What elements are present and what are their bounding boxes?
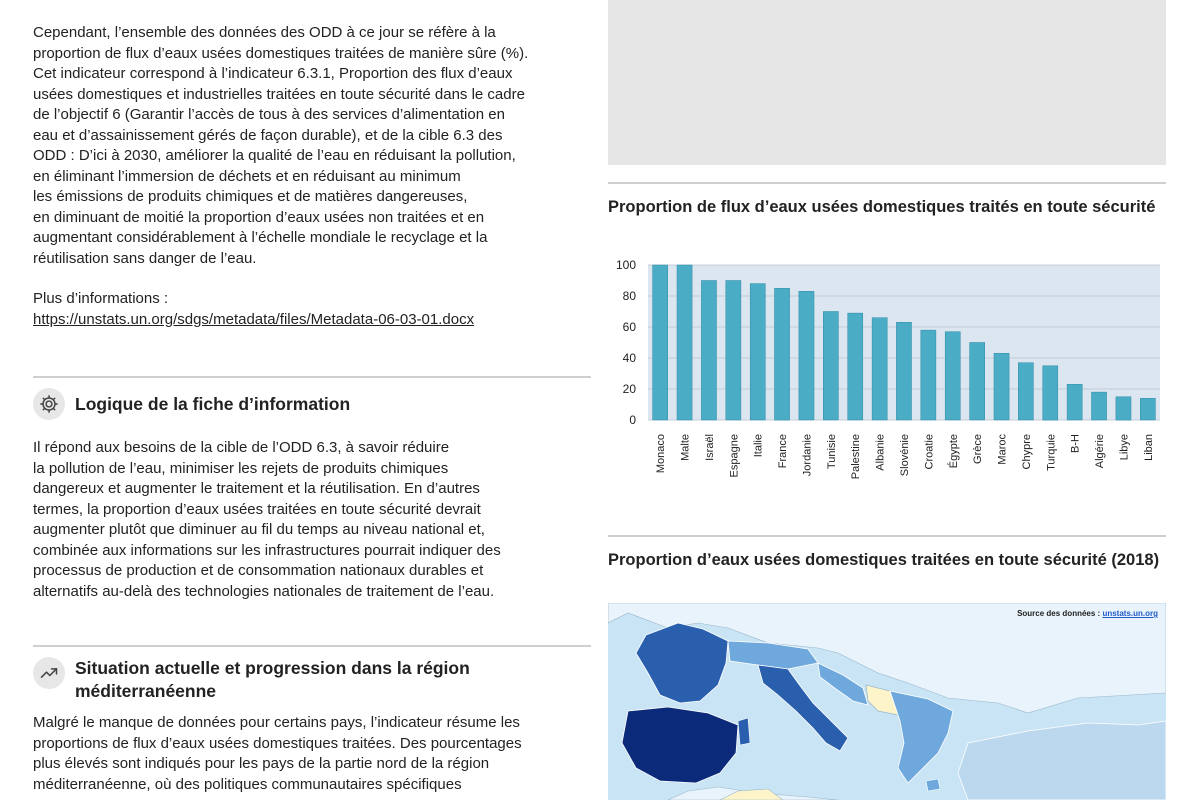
situation-title xyxy=(75,657,470,703)
situation-line: plus élevés sont indiqués pour les pays de la partie nord de la région xyxy=(33,755,490,772)
x-tick-label: Liban xyxy=(1142,434,1155,461)
map-turkey xyxy=(958,721,1166,800)
map-france xyxy=(636,623,728,703)
intro-line: les émissions de produits chimiques et de matières dangereuses, xyxy=(33,188,468,205)
more-info-label: Plus d’informations : xyxy=(33,290,169,307)
situation-paragraph xyxy=(33,713,593,795)
image-placeholder xyxy=(608,0,1166,165)
bar-Liban xyxy=(1140,398,1155,420)
logic-line: combinée aux informations sur les infrastructures pourrait indiquer des xyxy=(33,541,501,559)
situation-title-line: méditerranéenne xyxy=(75,681,217,701)
intro-line: en éliminant l’immersion de déchets et en réduisant au minimum xyxy=(33,167,461,185)
x-tick-label: Libye xyxy=(1118,434,1131,461)
map-title: Proportion d’eaux usées domestiques traitées en toute sécurité (2018) xyxy=(608,551,1160,569)
logic-line: Il répond aux besoins de la cible de l’ODD 6.3, à savoir réduire xyxy=(33,439,450,456)
x-tick-label: Italie xyxy=(752,434,765,458)
bar-Tunisie xyxy=(823,312,838,421)
situation-header xyxy=(33,657,470,703)
x-tick-label: Espagne xyxy=(728,434,741,478)
bar-Jordanie xyxy=(799,291,814,420)
logic-line: termes, la proportion d’eaux usées traitées en toute sécurité devrait xyxy=(33,500,481,518)
map xyxy=(608,603,1166,800)
situation-title-line: Situation actuelle et progression dans la région xyxy=(75,658,470,678)
map-graphic xyxy=(608,603,1166,800)
intro-line: Cependant, l’ensemble des données des ODD à ce jour se réfère à la xyxy=(33,24,496,41)
section-divider xyxy=(33,376,591,378)
x-tick-label: Israël xyxy=(704,434,716,461)
bar-B-H xyxy=(1067,384,1082,420)
map-source xyxy=(1017,609,1158,618)
x-tick-label: Turquie xyxy=(1045,434,1058,471)
x-tick-label: Algérie xyxy=(1094,434,1106,469)
gear-icon xyxy=(33,388,65,420)
intro-paragraph xyxy=(33,23,593,330)
map-source-link[interactable]: unstats.un.org xyxy=(1102,609,1158,618)
logic-header xyxy=(33,388,350,420)
metadata-link[interactable]: https://unstats.un.org/sdgs/metadata/files/Metadata-06-03-01.docx xyxy=(33,310,475,328)
bar-Libye xyxy=(1116,397,1131,420)
map-island xyxy=(738,718,750,745)
x-tick-label: France xyxy=(777,434,790,469)
intro-line: Cet indicateur correspond à l’indicateur 6.3.1, Proportion des flux d’eaux xyxy=(33,65,513,82)
intro-line: eau et d’assainissement gérés de façon durable), et de la cible 6.3 des xyxy=(33,126,503,144)
section-divider xyxy=(608,182,1166,184)
map-island xyxy=(926,779,940,791)
intro-line: ODD : D’ici à 2030, améliorer la qualité de l’eau en réduisant la pollution, xyxy=(33,147,516,164)
bar-Palestine xyxy=(848,313,863,420)
bar-Grèce xyxy=(970,343,985,421)
bar-Maroc xyxy=(994,353,1009,420)
x-tick-label: Grèce xyxy=(972,434,985,464)
section-divider xyxy=(608,535,1166,537)
bar-Turquie xyxy=(1043,366,1058,420)
bar-Égypte xyxy=(945,332,960,420)
x-tick-label: Croatie xyxy=(923,434,936,470)
x-tick-label: Monaco xyxy=(655,434,668,474)
x-tick-label: Albanie xyxy=(874,434,887,471)
bar-Italie xyxy=(750,284,765,420)
y-tick-label: 60 xyxy=(622,320,636,334)
bar-Espagne xyxy=(726,281,741,421)
intro-line: proportion de flux d’eaux usées domestiques traitées de manière sûre (%). xyxy=(33,44,529,62)
y-tick-label: 100 xyxy=(615,258,636,272)
map-balkans xyxy=(890,691,953,783)
bar-Slovénie xyxy=(896,322,911,420)
bar-Israël xyxy=(701,281,716,421)
x-tick-label: Jordanie xyxy=(801,434,814,477)
x-tick-label: Malte xyxy=(679,434,692,461)
intro-line: réutilisation sans danger de l’eau. xyxy=(33,249,257,267)
bar-Chypre xyxy=(1018,363,1033,420)
section-divider xyxy=(33,645,591,647)
logic-line: dangereux et augmenter le traitement et la réutilisation. En d’autres xyxy=(33,480,480,497)
situation-line: proportions de flux d’eaux usées domestiques traitées. Des pourcentages xyxy=(33,734,522,752)
map-croatia xyxy=(818,663,868,705)
y-tick-label: 40 xyxy=(622,351,636,365)
logic-line: processus de production et de consommation nationaux durables et xyxy=(33,562,484,579)
situation-line: méditerranéenne, où des politiques communautaires spécifiques xyxy=(33,775,462,793)
x-tick-label: Tunisie xyxy=(825,434,838,470)
y-tick-label: 20 xyxy=(622,382,636,396)
bar-France xyxy=(775,288,790,420)
logic-title: Logique de la fiche d’information xyxy=(75,394,351,414)
map-spain xyxy=(622,707,738,783)
intro-line: en diminuant de moitié la proportion d’eaux usées non traitées et en xyxy=(33,208,485,226)
logic-paragraph xyxy=(33,438,593,602)
intro-line: usées domestiques et industrielles traitées en toute sécurité dans le cadre xyxy=(33,85,525,103)
situation-line: Malgré le manque de données pour certains pays, l’indicateur résume les xyxy=(33,714,520,731)
trend-up-icon xyxy=(33,657,65,689)
bar-Algérie xyxy=(1092,392,1107,420)
x-tick-label: Égypte xyxy=(947,434,960,469)
logic-line: la pollution de l’eau, minimiser les rejets de produits chimiques xyxy=(33,459,449,477)
logic-line: augmenter plutôt que diminuer au fil du temps au niveau national et, xyxy=(33,521,485,538)
intro-line: augmentant considérablement à l’échelle mondiale le recyclage et la xyxy=(33,229,488,246)
x-tick-label: B-H xyxy=(1069,434,1082,453)
intro-line: de l’objectif 6 (Garantir l’accès de tous à des services d’alimentation en xyxy=(33,106,505,123)
x-tick-label: Maroc xyxy=(996,434,1009,465)
logic-line: alternatifs au-delà des technologies nationales de traitement de l’eau. xyxy=(33,582,495,600)
y-tick-label: 0 xyxy=(629,413,636,427)
map-source-label: Source des données : xyxy=(1017,609,1101,618)
bar-chart xyxy=(608,250,1166,520)
bar-Monaco xyxy=(653,265,668,420)
y-tick-label: 80 xyxy=(622,289,636,303)
x-tick-label: Chypre xyxy=(1020,434,1033,470)
bar-Albanie xyxy=(872,318,887,420)
bar-Croatie xyxy=(921,330,936,420)
x-tick-label: Palestine xyxy=(850,434,863,480)
chart-title: Proportion de flux d’eaux usées domestiques traités en toute sécurité xyxy=(608,198,1156,216)
bar-Malte xyxy=(677,265,692,420)
x-tick-label: Slovénie xyxy=(899,434,911,477)
